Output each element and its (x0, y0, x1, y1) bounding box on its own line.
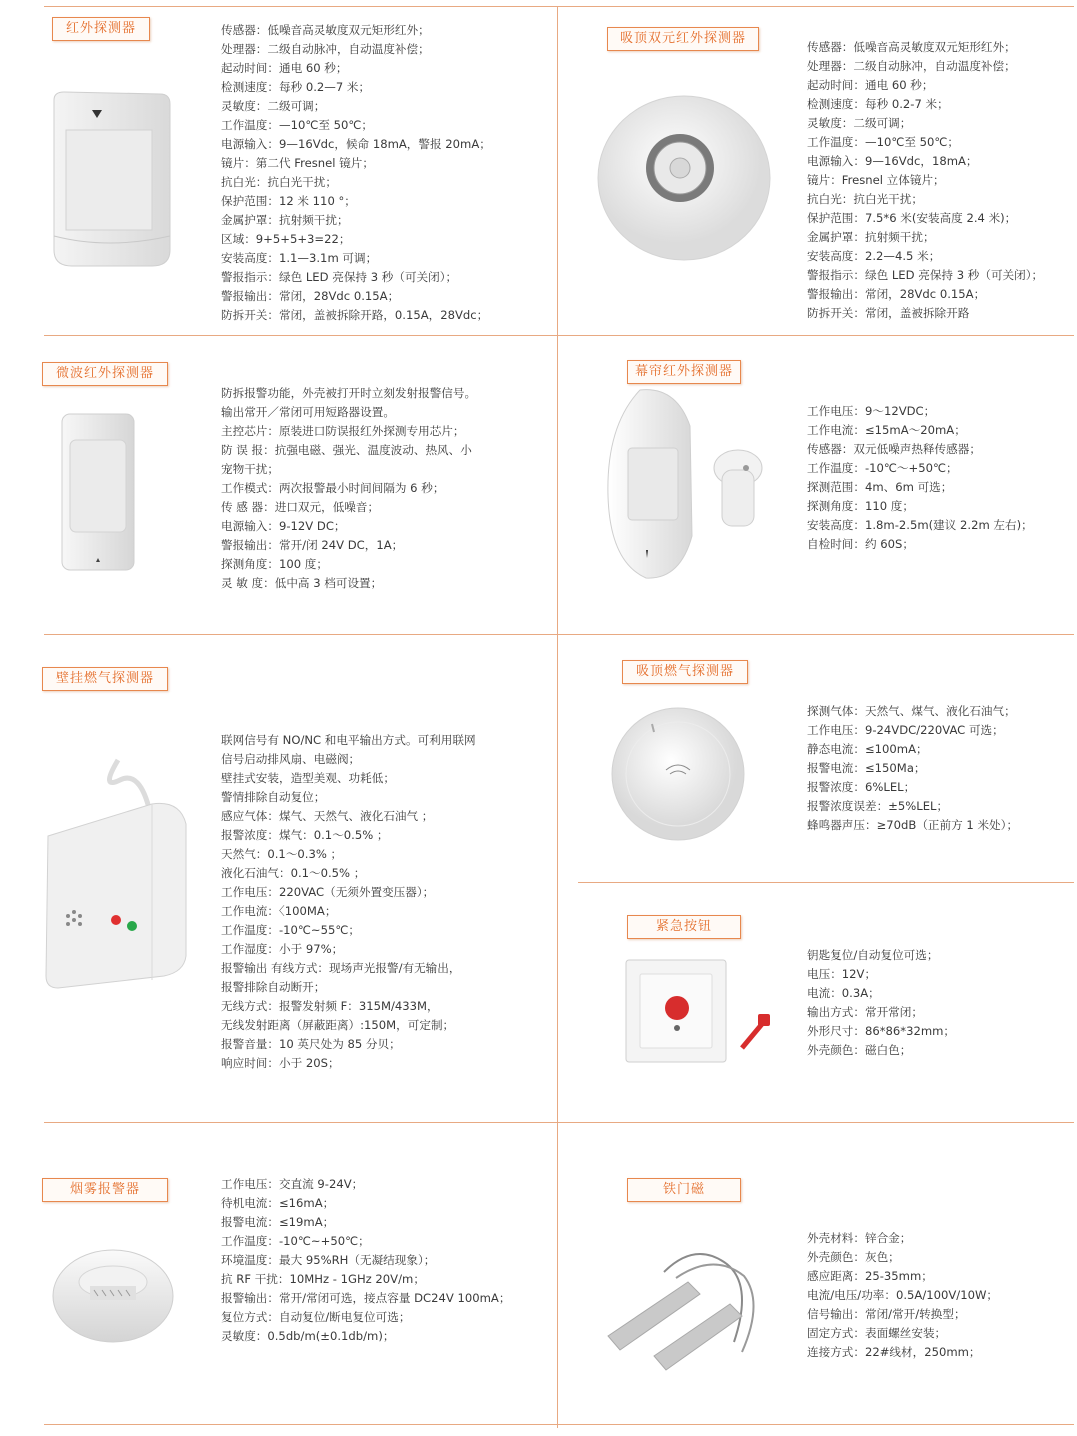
spec-item: 报警浓度误差：±5%LEL； (807, 799, 949, 813)
spec-item: 警报输出：常闭，28Vdc 0.15A； (807, 287, 986, 301)
spec-item: 报警输出 有线方式：现场声光报警/有无输出， (221, 961, 461, 975)
spec-item: 镜片：第二代 Fresnel 镜片； (221, 156, 374, 170)
spec-item: 液化石油气：0.1～0.5% ； (221, 866, 366, 880)
spec-item: 工作温度：-10℃~55℃； (221, 923, 361, 937)
spec-item: 工作温度：-10℃~+50℃； (221, 1234, 370, 1248)
spec-item: 金属护罩：抗射频干扰； (221, 213, 349, 227)
product-title: 紧急按钮 (627, 915, 741, 939)
spec-item: 连接方式：22#线材，250mm； (807, 1345, 981, 1359)
spec-item: 工作电压：220VAC（无须外置变压器）； (221, 885, 435, 899)
spec-item: 钥匙复位/自动复位可选； (807, 948, 939, 962)
spec-item: 工作电压：9～12VDC； (807, 404, 936, 418)
spec-item: 报警电流：≤150Ma； (807, 761, 926, 775)
spec-item: 主控芯片：原装进口防误报红外探测专用芯片； (221, 424, 465, 438)
spec-list (807, 402, 1033, 554)
spec-list (807, 946, 955, 1060)
product-title: 吸顶燃气探测器 (622, 660, 748, 684)
spec-item: 无线方式：报警发射频 F：315M/433M， (221, 999, 439, 1013)
spec-item: 警情排除自动复位； (221, 790, 326, 804)
spec-item: 传感器：低噪音高灵敏度双元矩形红外； (807, 40, 1016, 54)
door-magnet-icon (604, 1232, 774, 1382)
spec-item: 工作电压：交直流 9-24V； (221, 1177, 364, 1191)
product-title: 烟雾报警器 (42, 1178, 168, 1202)
smoke-alarm-icon (50, 1244, 176, 1346)
spec-item: 检测速度：每秒 0.2-7 米； (807, 97, 949, 111)
ceiling-pir-detector-icon (596, 92, 772, 262)
spec-item: 探测角度：100 度； (221, 557, 328, 571)
spec-item: 信号输出：常闭/常开/转换型； (807, 1307, 966, 1321)
spec-item: 工作模式：两次报警最小时间间隔为 6 秒； (221, 481, 445, 495)
spec-item: 电压：12V； (807, 967, 877, 981)
spec-item: 处理器：二级自动脉冲，自动温度补偿； (221, 42, 430, 56)
spec-item: 保护范围：7.5*6 米(安装高度 2.4 米)； (807, 211, 1017, 225)
spec-item: 输出常开／常闭可用短路器设置。 (221, 405, 395, 419)
product-title: 铁门磁 (627, 1178, 741, 1202)
spec-item: 响应时间：小于 20S； (221, 1056, 340, 1070)
spec-item: 外壳颜色：灰色； (807, 1250, 900, 1264)
product-title: 微波红外探测器 (42, 362, 168, 386)
pir-detector-icon (48, 90, 176, 270)
spec-item: 灵敏度：二级可调； (221, 99, 326, 113)
spec-item: 防拆开关：常闭，盖被拆除开路，0.15A，28Vdc； (221, 308, 489, 322)
row-divider-3 (44, 634, 1074, 635)
spec-item: 壁挂式安装，造型美观、功耗低； (221, 771, 395, 785)
spec-list (807, 1229, 998, 1362)
row-divider-right (578, 882, 1074, 883)
spec-item: 工作电压：9-24VDC/220VAC 可选； (807, 723, 1004, 737)
spec-item: 起动时间：通电 60 秒； (221, 61, 348, 75)
spec-item: 工作温度：-10℃～+50℃； (807, 461, 958, 475)
spec-item: 蜂鸣器声压：≥70dB（正前方 1 米处）； (807, 818, 1019, 832)
microwave-pir-detector-icon (60, 410, 136, 574)
spec-list (807, 702, 1018, 835)
spec-item: 报警电流：≤19mA； (221, 1215, 335, 1229)
spec-item: 安装高度：2.2—4.5 米； (807, 249, 941, 263)
center-divider (557, 6, 558, 1428)
spec-item: 报警输出：常开/常闭可选，接点容量 DC24V 100mA； (221, 1291, 511, 1305)
spec-item: 电源输入：9—16Vdc，候命 18mA，警报 20mA； (221, 137, 491, 151)
spec-item: 警报指示：绿色 LED 亮保持 3 秒（可关闭）； (807, 268, 1044, 282)
spec-item: 环境温度：最大 95%RH（无凝结现象）； (221, 1253, 436, 1267)
spec-item: 感应距离：25-35mm； (807, 1269, 933, 1283)
ceiling-gas-detector-icon (608, 706, 748, 846)
spec-item: 工作温度：—10℃至 50℃； (221, 118, 373, 132)
spec-list (221, 21, 491, 325)
spec-item: 安装高度：1.8m-2.5m(建议 2.2m 左右)； (807, 518, 1033, 532)
spec-item: 无线发射距离（屏蔽距离）:150M，可定制； (221, 1018, 455, 1032)
spec-item: 报警排除自动断开； (221, 980, 326, 994)
spec-item: 传感器：双元低噪声热释传感器； (807, 442, 981, 456)
spec-item: 防 误 报：抗强电磁、强光、温度波动、热风、小 (221, 443, 472, 457)
spec-item: 工作电流：≤15mA～20mA； (807, 423, 966, 437)
spec-item: 金属护罩：抗射频干扰； (807, 230, 935, 244)
spec-item: 外壳材料：锌合金； (807, 1231, 912, 1245)
spec-item: 电源输入：9—16Vdc，18mA； (807, 154, 978, 168)
spec-item: 抗 RF 干扰：10MHz - 1GHz 20V/m； (221, 1272, 425, 1286)
spec-item: 工作温度：—10℃至 50℃； (807, 135, 959, 149)
spec-item: 警报输出：常闭，28Vdc 0.15A； (221, 289, 400, 303)
spec-item: 探测角度：110 度； (807, 499, 914, 513)
spec-item: 传 感 器：进口双元，低噪音； (221, 500, 380, 514)
spec-item: 报警浓度：煤气：0.1～0.5% ； (221, 828, 389, 842)
spec-item: 工作湿度：小于 97%； (221, 942, 344, 956)
spec-item: 待机电流：≤16mA； (221, 1196, 335, 1210)
product-title: 壁挂燃气探测器 (42, 667, 168, 691)
spec-item: 天然气：0.1～0.3% ； (221, 847, 343, 861)
spec-item: 镜片：Fresnel 立体镜片； (807, 173, 945, 187)
spec-item: 联网信号有 NO/NC 和电平输出方式。可利用联网 (221, 733, 476, 747)
spec-item: 输出方式：常开常闭； (807, 1005, 923, 1019)
row-divider-5 (44, 1424, 1074, 1425)
spec-item: 灵敏度：二级可调； (807, 116, 912, 130)
spec-item: 外形尺寸：86*86*32mm； (807, 1024, 956, 1038)
spec-item: 电源输入：9-12V DC； (221, 519, 346, 533)
product-title: 红外探测器 (52, 17, 150, 41)
spec-item: 保护范围：12 米 110 °； (221, 194, 356, 208)
spec-item: 区域：9+5+5+3=22； (221, 232, 351, 246)
spec-item: 电流：0.3A； (807, 986, 880, 1000)
spec-list (221, 1175, 510, 1346)
spec-item: 探测气体：天然气、煤气、液化石油气； (807, 704, 1016, 718)
spec-item: 传感器：低噪音高灵敏度双元矩形红外； (221, 23, 430, 37)
spec-item: 安装高度：1.1—3.1m 可调； (221, 251, 378, 265)
spec-item: 复位方式：自动复位/断电复位可选； (221, 1310, 411, 1324)
spec-item: 信号启动排风扇、电磁阀； (221, 752, 361, 766)
spec-item: 警报输出：常开/闭 24V DC，1A； (221, 538, 404, 552)
spec-item: 防拆报警功能，外壳被打开时立刻发射报警信号。 (221, 386, 477, 400)
spec-list (221, 731, 476, 1073)
spec-item: 灵敏度：0.5db/m(±0.1db/m)； (221, 1329, 395, 1343)
spec-item: 电流/电压/功率：0.5A/100V/10W； (807, 1288, 999, 1302)
spec-item: 处理器：二级自动脉冲，自动温度补偿； (807, 59, 1016, 73)
spec-list (221, 384, 476, 593)
spec-item: 抗白光：抗白光干扰； (221, 175, 337, 189)
spec-item: 宠物干扰； (221, 462, 279, 476)
spec-item: 起动时间：通电 60 秒； (807, 78, 934, 92)
spec-item: 探测范围：4m、6m 可选； (807, 480, 953, 494)
row-divider-2 (44, 335, 1074, 336)
spec-item: 固定方式：表面螺丝安装； (807, 1326, 947, 1340)
wall-gas-detector-icon (40, 740, 190, 990)
curtain-pir-detector-icon (600, 386, 780, 582)
row-divider-1 (44, 6, 1074, 7)
spec-item: 检测速度：每秒 0.2—7 米； (221, 80, 371, 94)
spec-item: 防拆开关：常闭，盖被拆除开路 (807, 306, 970, 320)
spec-item: 自检时间：约 60S； (807, 537, 914, 551)
spec-item: 警报指示：绿色 LED 亮保持 3 秒（可关闭）； (221, 270, 458, 284)
spec-item: 报警浓度：6%LEL； (807, 780, 916, 794)
spec-item: 工作电流：〈100MA； (221, 904, 337, 918)
spec-item: 灵 敏 度：低中高 3 档可设置； (221, 576, 383, 590)
emergency-button-icon (624, 958, 784, 1066)
row-divider-4 (44, 1122, 1074, 1123)
spec-list (807, 38, 1043, 323)
spec-item: 感应气体：煤气、天然气、液化石油气 ； (221, 809, 434, 823)
product-title: 幕帘红外探测器 (627, 360, 741, 384)
product-title: 吸顶双元红外探测器 (607, 27, 759, 51)
spec-item: 静态电流：≤100mA； (807, 742, 928, 756)
spec-item: 报警音量：10 英尺处为 85 分贝； (221, 1037, 401, 1051)
spec-item: 外壳颜色：磁白色； (807, 1043, 912, 1057)
spec-item: 抗白光：抗白光干扰； (807, 192, 923, 206)
